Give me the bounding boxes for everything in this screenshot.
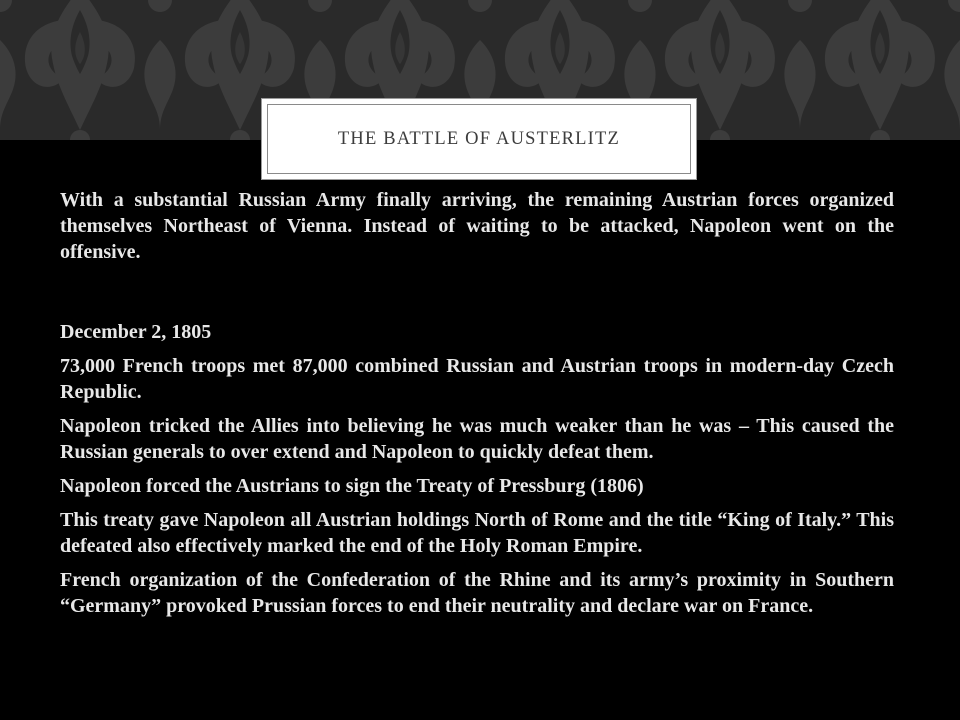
paragraph-tactics: Napoleon tricked the Allies into believing he was much weaker than he was – This caused the Russian generals to over extend and Napoleon to quickly defeat them. (60, 415, 894, 463)
paragraph-intro: With a substantial Russian Army finally arriving, the remaining Austrian forces organized themselves Northeast of Vienna. Instead of waiting to be attacked, Napoleon went on the offensive. (60, 189, 894, 263)
paragraph-treaty-terms: This treaty gave Napoleon all Austrian holdings North of Rome and the title “King of Italy.” This defeated also effectively marked the end of the Holy Roman Empire. (60, 509, 894, 557)
title-frame (267, 104, 691, 174)
body-text (60, 187, 894, 627)
title-box (261, 98, 697, 180)
paragraph-treaty: Napoleon forced the Austrians to sign the Treaty of Pressburg (1806) (60, 475, 644, 497)
slide-title: THE BATTLE OF AUSTERLITZ (337, 128, 621, 149)
paragraph-confederation: French organization of the Confederation of the Rhine and its army’s proximity in Southern “Germany” provoked Prussian forces to end their neutrality and declare war on France. (60, 569, 894, 617)
paragraph-date: December 2, 1805 (60, 321, 212, 343)
paragraph-troops: 73,000 French troops met 87,000 combined Russian and Austrian troops in modern-day Czech Republic. (60, 355, 894, 403)
